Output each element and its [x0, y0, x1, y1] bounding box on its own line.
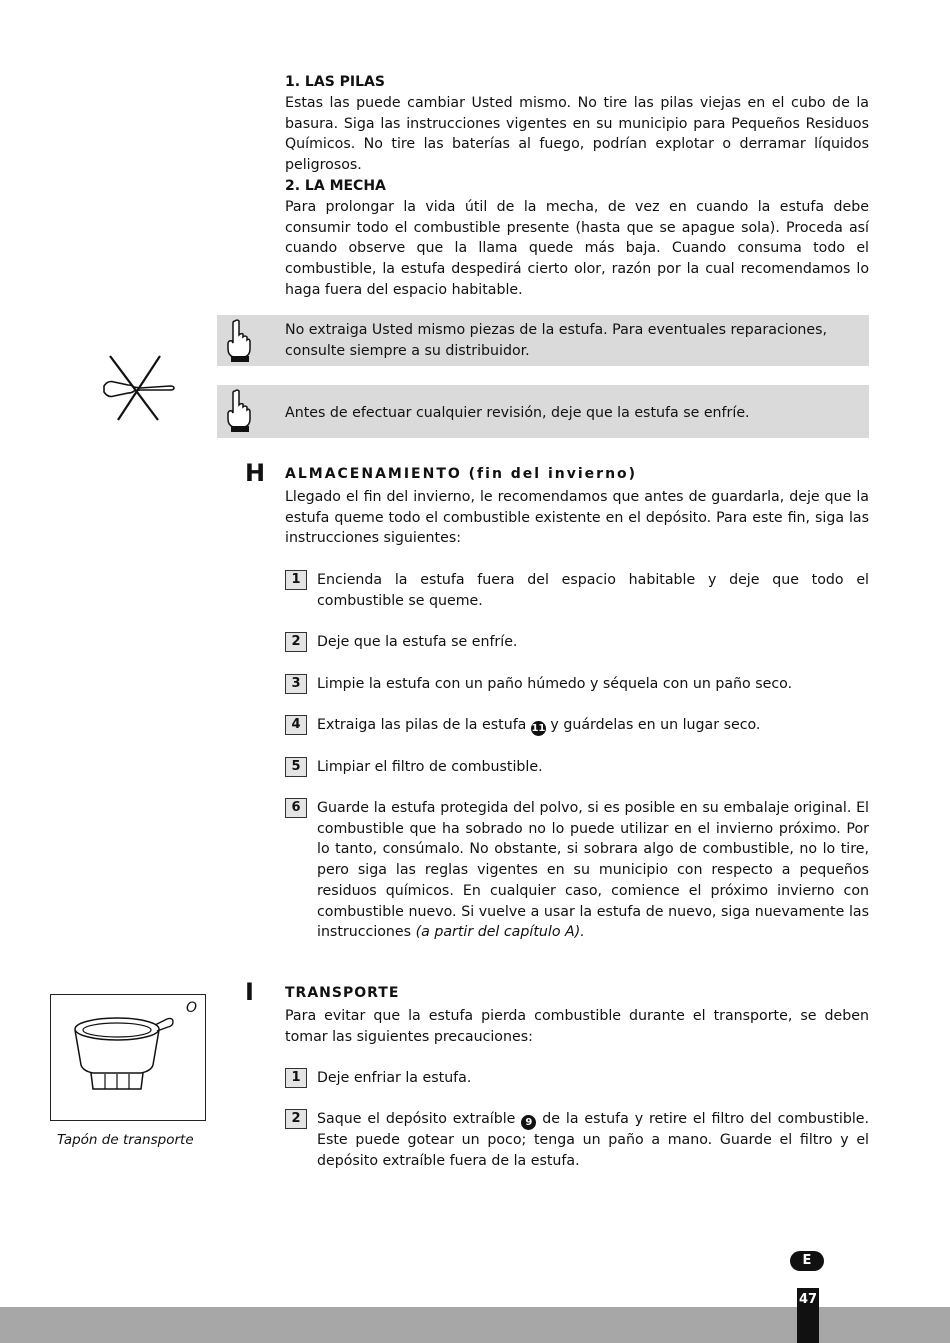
warning-note-1-text: No extraiga Usted mismo piezas de la estufa. Para eventuales reparaciones, consulte siempre a su distribuidor.: [285, 322, 827, 359]
step-text-part: y guárdelas en un lugar seco.: [550, 717, 761, 733]
step-number: 1: [285, 570, 307, 590]
step-number: 3: [285, 674, 307, 694]
step-number: 5: [285, 757, 307, 777]
section-2-title: 2. LA MECHA: [285, 178, 386, 194]
step-text-part: de la estufa y retire el filtro del combustible. Este puede gotear un poco; tenga un paño a mano. Guarde el filtro y el depósito extraíble fuera de la estufa.: [317, 1111, 870, 1169]
section-2-body: Para prolongar la vida útil de la mecha, de vez en cuando la estufa debe consumir todo el combustible presente (hasta que se apague sola). Proceda así cuando observe que la llama quede más baja. Cuando consuma todo el combustible, la estufa despedirá cierto olor, razón por la cual recomendamos lo haga fuera del espacio habitable.: [285, 199, 869, 298]
step-number: 1: [285, 1068, 307, 1088]
step-number: 2: [285, 1109, 307, 1129]
warning-note-2: [217, 385, 869, 438]
step-text-part: Saque el depósito extraíble: [317, 1111, 516, 1127]
step-text-part: Extraiga las pilas de la estufa: [317, 717, 527, 733]
transport-cap-figure: [50, 994, 206, 1121]
figure-label: O: [185, 1000, 197, 1016]
no-screwdriver-icon: [100, 352, 178, 424]
transport-cap-icon: [69, 1013, 189, 1117]
step-text: [317, 798, 869, 943]
pointing-hand-icon: [223, 389, 253, 433]
step-text: Limpiar el filtro de combustible.: [317, 759, 543, 775]
step-number: 2: [285, 632, 307, 652]
section-h-letter: H: [245, 459, 266, 487]
step-text: Deje que la estufa se enfríe.: [317, 634, 518, 650]
warning-note-1: [217, 315, 869, 366]
warning-note-2-text: Antes de efectuar cualquier revisión, deje que la estufa se enfríe.: [285, 405, 750, 421]
step-text: [317, 715, 869, 736]
section-i-title: TRANSPORTE: [285, 985, 400, 1001]
section-i-intro: Para evitar que la estufa pierda combustible durante el transporte, se deben tomar las siguientes precauciones:: [285, 1008, 869, 1045]
step-text: Deje enfriar la estufa.: [317, 1070, 472, 1086]
step-text: Limpie la estufa con un paño húmedo y séquela con un paño seco.: [317, 676, 793, 692]
step-text-part: Guarde la estufa protegida del polvo, si es posible en su embalaje original. El combustible que ha sobrado no lo puede utilizar en el invierno próximo. Por lo tanto, consúmalo. No obstante, si sobrara algo de combustible, no lo tire, pero siga las reglas vigentes en su municipio con respecto a pequeños residuos químicos. En cualquier caso, comience el próximo invierno con combustible nuevo. Si vuelve a usar la estufa de nuevo, siga nuevamente las instrucciones: [317, 800, 869, 941]
part-reference-badge: 11: [531, 723, 546, 734]
step-text-italic: (a partir del capítulo A).: [415, 924, 585, 941]
figure-caption: Tapón de transporte: [57, 1132, 194, 1148]
language-badge: E: [790, 1251, 824, 1271]
section-1-body: Estas las puede cambiar Usted mismo. No tire las pilas viejas en el cubo de la basura. Siga las instrucciones vigentes en su municipio para Pequeños Residuos Químicos. No tire las baterías al fuego, podrían explotar o derramar líquidos peligrosos.: [285, 95, 869, 174]
step-number: 4: [285, 715, 307, 735]
section-h-title: ALMACENAMIENTO (fin del invierno): [285, 466, 638, 482]
part-reference-badge: 9: [521, 1115, 536, 1130]
step-text: [317, 1109, 869, 1171]
pointing-hand-icon: [223, 319, 253, 363]
section-h-intro: Llegado el fin del invierno, le recomendamos que antes de guardarla, deje que la estufa queme todo el combustible existente en el depósito. Para este fin, siga las instrucciones siguientes:: [285, 489, 869, 547]
step-number: 6: [285, 798, 307, 818]
section-i-letter: I: [245, 978, 254, 1006]
section-1-title: 1. LAS PILAS: [285, 74, 385, 90]
step-text: Encienda la estufa fuera del espacio habitable y deje que todo el combustible se queme.: [317, 572, 869, 609]
page-number: 47: [797, 1288, 819, 1343]
